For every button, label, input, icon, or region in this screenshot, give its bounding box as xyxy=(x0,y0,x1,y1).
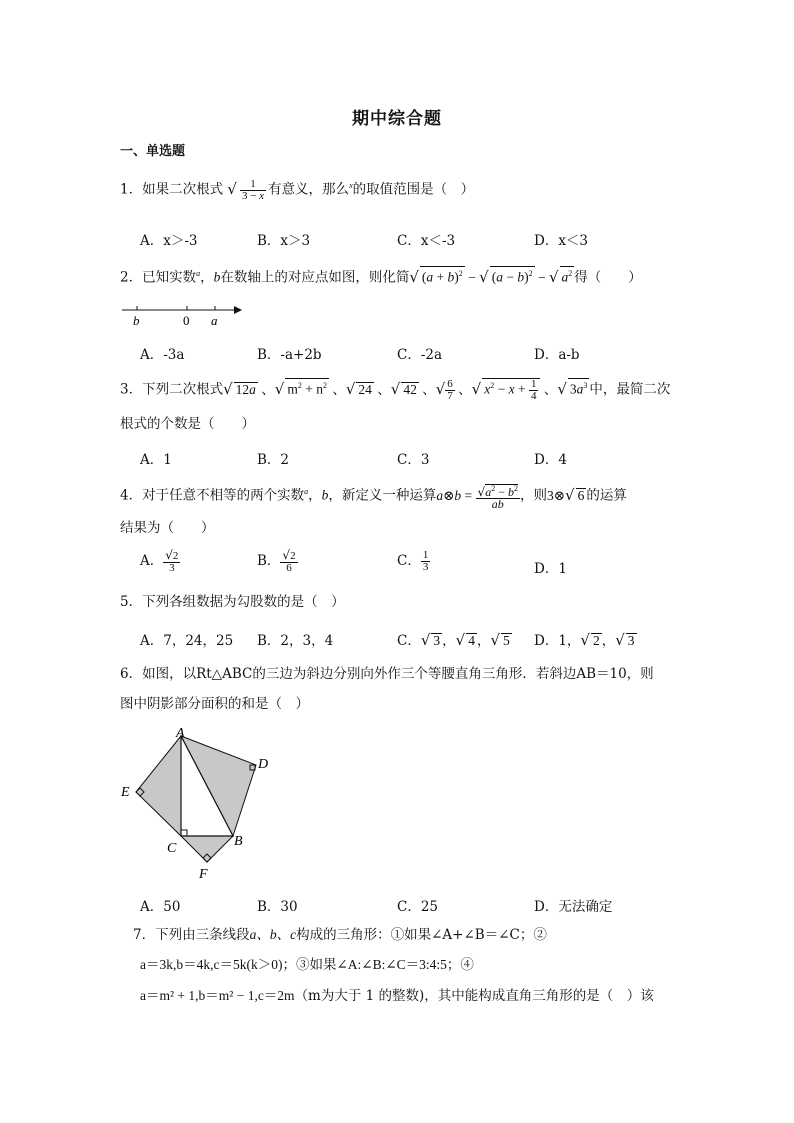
q6-option-d[interactable]: D．无法确定 xyxy=(534,899,613,915)
radical-expression: √ $\frac{1}{3 - x}$ xyxy=(227,177,265,202)
question-5-text: 下列各组数据为勾股数的是（ ） xyxy=(142,594,345,610)
question-6-line2: 图中阴影部分面积的和是（ ） xyxy=(120,696,309,712)
question-7-line3: a＝m² + 1,b＝m² − 1,c＝2m（m为大于 1 的整数)，其中能构成直角三角形的是（ ）该 xyxy=(140,988,654,1004)
q3-option-b[interactable]: B．2 xyxy=(257,452,290,468)
q3-option-a[interactable]: A．1 xyxy=(140,452,172,468)
axis-label-b: b xyxy=(133,313,140,328)
question-2 xyxy=(120,264,642,288)
question-6-line1: 6．如图，以Rt△ABC的三边为斜边分别向外作三个等腰直角三角形．若斜边AB＝10，则 xyxy=(120,666,654,682)
question-1-var: x xyxy=(349,181,353,190)
q6-option-b[interactable]: B．30 xyxy=(257,899,298,915)
question-4-mid: ，新定义一种运算 xyxy=(328,487,437,504)
triangle-figure xyxy=(115,725,285,885)
question-2-sep: ， xyxy=(200,269,214,286)
number-line-figure xyxy=(120,300,250,330)
radical-list: √ 12a 、√ $m^2 + n^2$ 、√ 24 、√ 42 、√ $\frac{6}{7}$ 、√ $x^2 - x$ + $\frac{1}{4}$ 、√ $3a^3$ xyxy=(223,378,588,402)
question-1-number: 1． xyxy=(120,181,143,198)
var-b: b xyxy=(213,269,221,285)
q2-option-a[interactable]: A．-3a xyxy=(140,347,185,363)
q5-option-a[interactable]: A．7，24，25 xyxy=(140,633,234,649)
q1-option-c[interactable]: C．x＜-3 xyxy=(397,233,456,249)
q5-option-b[interactable]: B．2，3，4 xyxy=(257,633,334,649)
question-1-mid: 有意义，那么 xyxy=(268,181,350,198)
question-4-line2: 结果为（ ） xyxy=(120,520,215,536)
question-4-post2: 的运算 xyxy=(586,487,627,504)
q4-option-c[interactable]: C． $\frac{1}{3}$ xyxy=(397,549,429,573)
vertex-c: C xyxy=(167,841,177,856)
question-1-post: 的取值范围是（ ） xyxy=(352,181,475,198)
question-2-mid: 在数轴上的对应点如图，则化简 xyxy=(220,269,410,286)
q6-option-c[interactable]: C．25 xyxy=(397,899,439,915)
q4-option-d[interactable]: D．1 xyxy=(534,561,567,577)
q3-option-c[interactable]: C．3 xyxy=(397,452,430,468)
q1-option-b[interactable]: B．x＞3 xyxy=(257,233,311,249)
q5-option-c[interactable]: C．√ 3 ，√ 4 ，√ 5 xyxy=(397,631,510,649)
radical-expression: √ $(a + b)^2$ − √ $(a - b)^2$ − √ $a^2$ xyxy=(409,267,573,286)
question-3-post: 中，最简二次 xyxy=(589,381,671,398)
question-2-post: 得（ ） xyxy=(574,269,642,286)
question-4: 4．对于任意不相等的两个实数$^a$，b，新定义一种运算a⊗b = $\frac{√a^2 - b^2}{ab}$ ，则3⊗√ 6 的运算 xyxy=(120,483,627,511)
q3-option-d[interactable]: D．4 xyxy=(534,452,567,468)
vertex-d: D xyxy=(258,757,269,772)
question-1 xyxy=(120,176,474,202)
question-4-pre: 对于任意不相等的两个实数 xyxy=(142,487,305,504)
question-2-number: 2． xyxy=(120,269,143,286)
q6-option-a[interactable]: A．50 xyxy=(140,899,181,915)
question-2-pre: 已知实数 xyxy=(142,269,197,286)
axis-label-a: a xyxy=(211,313,218,328)
section-heading: 一、单选题 xyxy=(120,144,186,159)
vertex-b: B xyxy=(234,834,243,849)
question-5-number: 5． xyxy=(120,594,143,610)
q4-option-b[interactable]: B． $\frac{√2}{6}$ xyxy=(257,547,296,574)
q2-option-b[interactable]: B．-a+2b xyxy=(257,347,322,363)
vertex-e: E xyxy=(121,785,130,800)
q1-option-a[interactable]: A．x＞-3 xyxy=(140,233,198,249)
vertex-f: F xyxy=(199,867,208,882)
page-title: 期中综合题 xyxy=(352,109,442,129)
q2-option-c[interactable]: C．-2a xyxy=(397,347,443,363)
question-4-number: 4． xyxy=(120,487,143,504)
question-3-number: 3． xyxy=(120,381,143,398)
question-3-line2: 根式的个数是（ ） xyxy=(120,416,255,432)
vertex-a: A xyxy=(176,726,185,741)
q5-option-d[interactable]: D．1，√ 2 ，√ 3 xyxy=(534,631,635,649)
operation-definition: a⊗b = $\frac{√a^2 - b^2}{ab}$ xyxy=(436,483,518,511)
question-3 xyxy=(120,378,670,402)
question-7-line2: a＝3k,b＝4k,c＝5k(k＞0)；③如果∠A:∠B:∠C＝3:4:5；④ xyxy=(140,957,474,972)
question-3-pre: 下列二次根式 xyxy=(142,381,224,398)
question-7-line1: 7．下列由三条线段a、b、c构成的三角形：①如果∠A+∠B＝∠C；② xyxy=(133,927,547,943)
question-5 xyxy=(120,592,345,612)
q2-option-d[interactable]: D．a-b xyxy=(534,347,580,363)
q4-option-a[interactable]: A． $\frac{√2}{3}$ xyxy=(140,547,179,574)
q1-option-d[interactable]: D．x＜3 xyxy=(534,233,589,249)
axis-label-zero: 0 xyxy=(183,313,190,328)
question-4-post: ，则 xyxy=(519,487,547,504)
var-a: a xyxy=(196,269,201,278)
question-1-pre: 如果二次根式 xyxy=(142,181,224,198)
